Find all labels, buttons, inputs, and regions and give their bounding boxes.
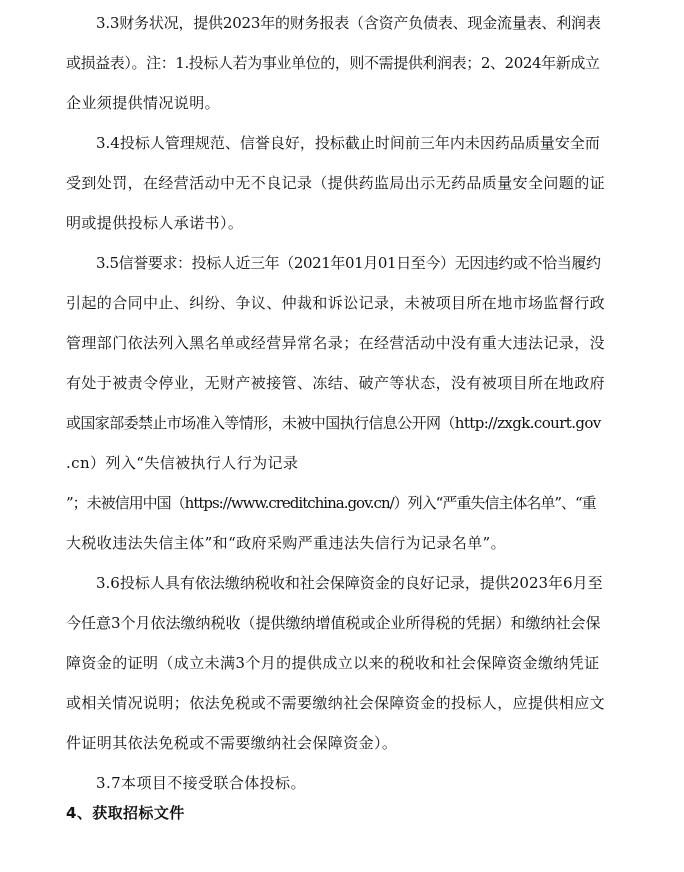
paragraph-3-6-line-3: 障资金的证明（成立未满3个月的提供成立以来的税收和社会保障资金缴纳凭证 (66, 654, 600, 672)
paragraph-3-3-line-3: 企业须提供情况说明。 (66, 94, 221, 112)
paragraph-3-4-line-1: 3.4投标人管理规范、信誉良好，投标截止时间前三年内未因药品质量安全而 (96, 134, 600, 152)
paragraph-3-5-line-7: ”；未被信用中国（https://www.creditchina.gov.cn/）列入“严重失信主体名单”、“重 (66, 494, 596, 512)
paragraph-3-4-line-2: 受到处罚，在经营活动中无不良记录（提供药监局出示无药品质量安全问题的证 (66, 174, 606, 192)
paragraph-3-6-line-1: 3.6投标人具有依法缴纳税收和社会保障资金的良好记录，提供2023年6月至 (96, 574, 603, 592)
paragraph-3-5-line-1: 3.5信誉要求：投标人近三年（2021年01月01日至今）无因违约或不恰当履约 (96, 254, 601, 272)
paragraph-3-4-line-3: 明或提供投标人承诺书）。 (66, 214, 244, 232)
paragraph-3-5-line-8: 大税收违法失信主体”和“政府采购严重违法失信行为记录名单”。 (66, 534, 507, 552)
paragraph-3-3-line-2: 或损益表）。注：1.投标人若为事业单位的，则不需提供利润表；2、2024年新成立 (66, 54, 600, 72)
paragraph-3-6-line-4: 或相关情况说明；依法免税或不需要缴纳社会保障资金的投标人，应提供相应文 (66, 694, 606, 712)
section-heading-4: 4、获取招标文件 (66, 804, 185, 822)
paragraph-3-5-line-6: .cn）列入“失信被执行人行为记录 (66, 454, 299, 472)
paragraph-3-5-line-2: 引起的合同中止、纠纷、争议、仲裁和诉讼记录，未被项目所在地市场监督行政 (66, 294, 606, 312)
paragraph-3-5-line-5: 或国家部委禁止市场准入等情形，未被中国执行信息公开网（http://zxgk.court.gov (66, 414, 601, 432)
paragraph-3-5-line-4: 有处于被责令停业，无财产被接管、冻结、破产等状态，没有被项目所在地政府 (66, 374, 606, 392)
paragraph-3-5-line-3: 管理部门依法列入黑名单或经营异常名录；在经营活动中没有重大违法记录，没 (66, 334, 606, 352)
paragraph-3-7-line-1: 3.7本项目不接受联合体投标。 (96, 774, 306, 792)
paragraph-3-6-line-5: 件证明其依法免税或不需要缴纳社会保障资金）。 (66, 734, 398, 752)
paragraph-3-6-line-2: 今任意3个月依法缴纳税收（提供缴纳增值税或企业所得税的凭据）和缴纳社会保 (66, 614, 601, 632)
paragraph-3-3-line-1: 3.3财务状况，提供2023年的财务报表（含资产负债表、现金流量表、利润表 (96, 14, 601, 32)
